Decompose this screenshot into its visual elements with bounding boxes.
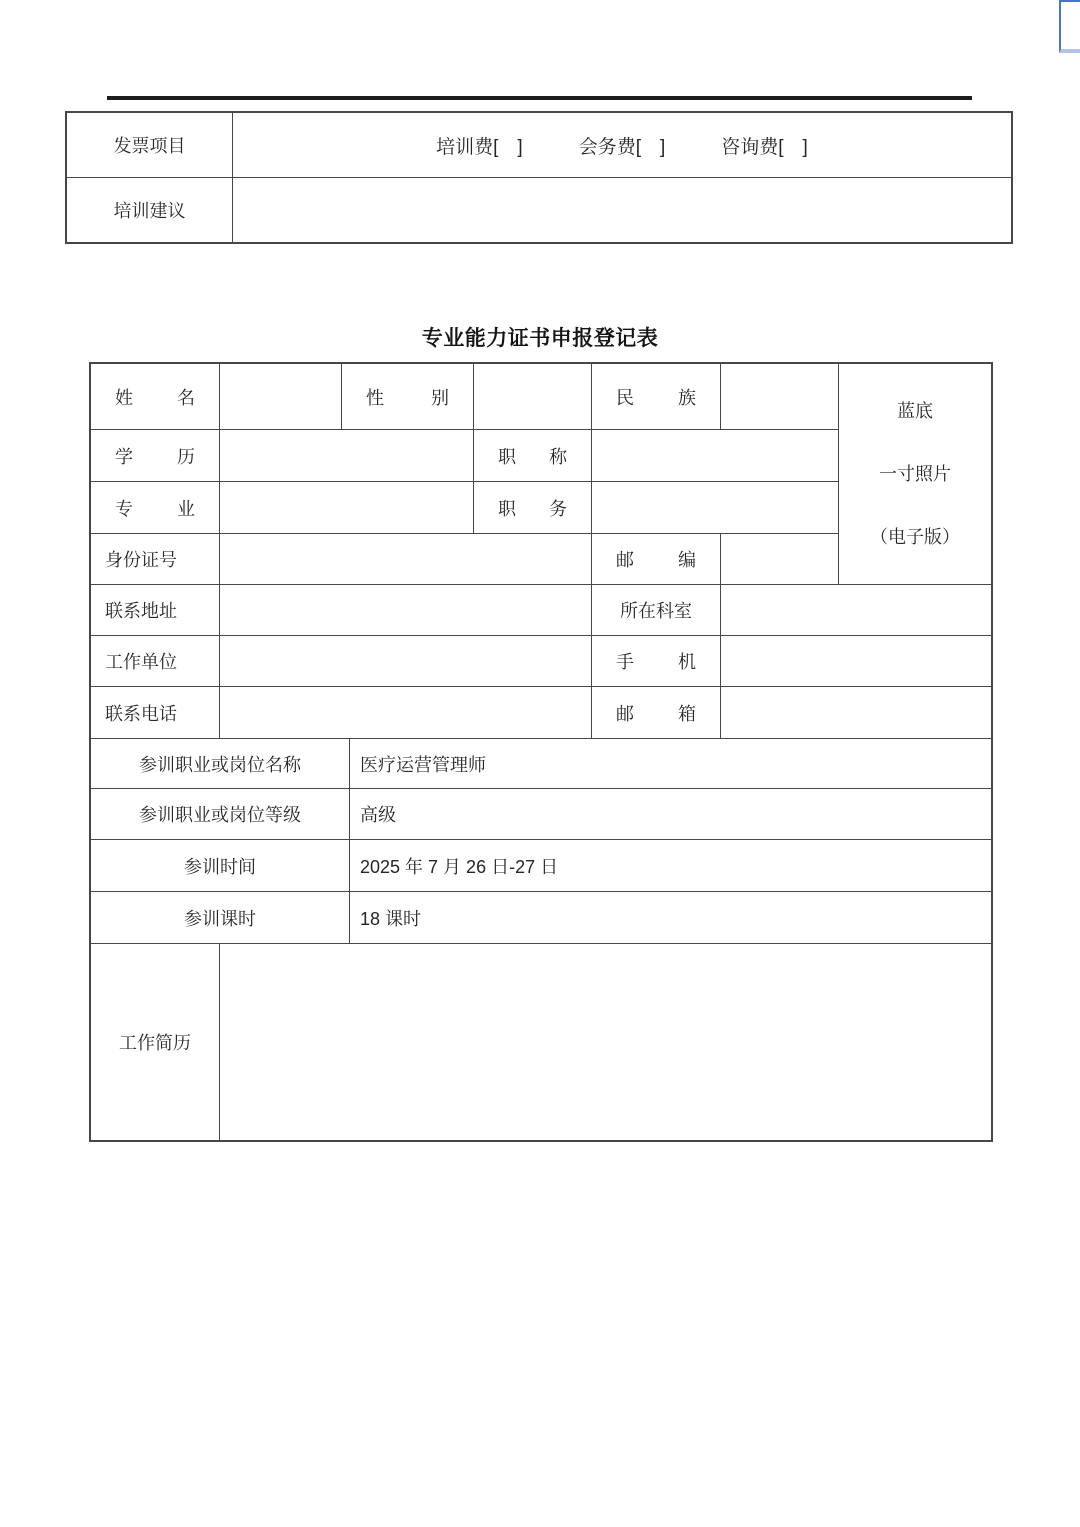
gender-label: 性别 bbox=[342, 364, 474, 430]
form-title: 专业能力证书申报登记表 bbox=[421, 327, 659, 350]
postcode-label: 邮编 bbox=[592, 534, 721, 585]
fee-option-training[interactable]: 培训费[ ] bbox=[436, 136, 523, 158]
photo-box[interactable] bbox=[838, 364, 991, 585]
table-row bbox=[91, 789, 991, 840]
invoice-items-label: 发票项目 bbox=[67, 113, 233, 177]
prof-title-label: 职称 bbox=[474, 430, 592, 482]
department-label: 所在科室 bbox=[592, 585, 721, 636]
occupation-name-label: 参训职业或岗位名称 bbox=[91, 739, 350, 789]
id-number-label: 身份证号 bbox=[91, 534, 220, 585]
department-cell[interactable] bbox=[721, 585, 991, 636]
ethnicity-label: 民族 bbox=[592, 364, 721, 430]
training-suggestion-cell[interactable] bbox=[233, 178, 1011, 242]
training-date-label: 参训时间 bbox=[91, 840, 350, 892]
training-hours-label: 参训课时 bbox=[91, 892, 350, 944]
gender-cell[interactable] bbox=[474, 364, 592, 430]
fee-option-consulting[interactable]: 咨询费[ ] bbox=[721, 136, 808, 158]
employer-label: 工作单位 bbox=[91, 636, 220, 687]
photo-note-line2: 一寸照片 bbox=[879, 463, 951, 484]
invoice-table bbox=[65, 111, 1013, 244]
email-label: 邮箱 bbox=[592, 687, 721, 739]
table-row bbox=[91, 739, 991, 789]
prof-title-cell[interactable] bbox=[592, 430, 838, 482]
training-date-value: 2025 年 7 月 26 日-27 日 bbox=[350, 840, 991, 892]
postcode-cell[interactable] bbox=[721, 534, 838, 585]
fee-option-conference[interactable]: 会务费[ ] bbox=[578, 136, 666, 158]
occupation-level-label: 参训职业或岗位等级 bbox=[91, 789, 350, 840]
invoice-items-row bbox=[67, 113, 1011, 178]
name-cell[interactable] bbox=[220, 364, 342, 430]
registration-table bbox=[89, 362, 993, 1142]
address-label: 联系地址 bbox=[91, 585, 220, 636]
table-row bbox=[91, 687, 991, 739]
major-label: 专业 bbox=[91, 482, 220, 534]
mobile-label: 手机 bbox=[592, 636, 721, 687]
duty-cell[interactable] bbox=[592, 482, 838, 534]
training-hours-value: 18 课时 bbox=[350, 892, 991, 944]
id-number-cell[interactable] bbox=[220, 534, 592, 585]
major-cell[interactable] bbox=[220, 482, 474, 534]
occupation-level-value: 高级 bbox=[350, 789, 991, 840]
ethnicity-cell[interactable] bbox=[721, 364, 838, 430]
table-row bbox=[91, 636, 991, 687]
photo-note-line1: 蓝底 bbox=[897, 400, 933, 421]
table-row bbox=[91, 944, 991, 1140]
blue-corner-marker bbox=[1059, 0, 1080, 53]
occupation-name-value: 医疗运营管理师 bbox=[350, 739, 991, 789]
header-rule bbox=[107, 96, 972, 100]
phone-label: 联系电话 bbox=[91, 687, 220, 739]
address-cell[interactable] bbox=[220, 585, 592, 636]
phone-cell[interactable] bbox=[220, 687, 592, 739]
table-row bbox=[91, 585, 991, 636]
education-cell[interactable] bbox=[220, 430, 474, 482]
resume-cell[interactable] bbox=[220, 944, 991, 1140]
employer-cell[interactable] bbox=[220, 636, 592, 687]
education-label: 学历 bbox=[91, 430, 220, 482]
invoice-fee-options bbox=[233, 113, 1011, 177]
email-cell[interactable] bbox=[721, 687, 991, 739]
name-label: 姓名 bbox=[91, 364, 220, 430]
training-suggestion-label: 培训建议 bbox=[67, 178, 233, 242]
duty-label: 职务 bbox=[474, 482, 592, 534]
resume-label: 工作简历 bbox=[91, 944, 220, 1140]
table-row bbox=[91, 840, 991, 892]
photo-note-line3: （电子版） bbox=[870, 526, 960, 547]
table-row bbox=[91, 892, 991, 944]
mobile-cell[interactable] bbox=[721, 636, 991, 687]
training-suggestion-row bbox=[67, 178, 1011, 242]
